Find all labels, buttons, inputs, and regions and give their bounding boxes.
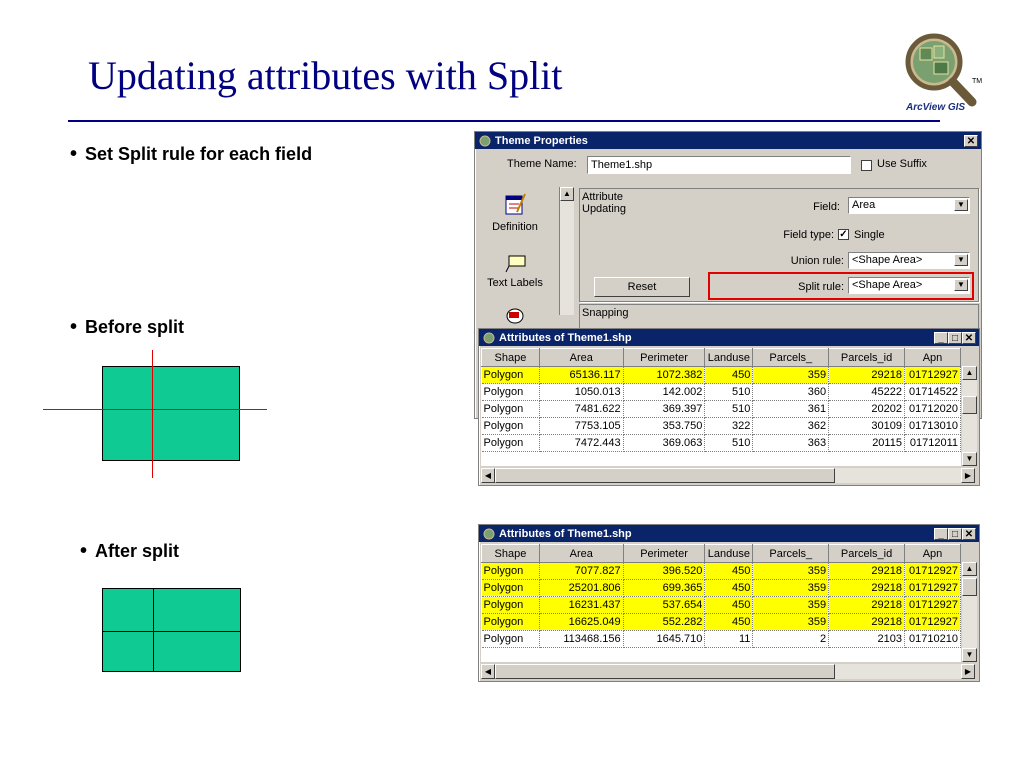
field-label: Field: (813, 201, 840, 213)
reset-button[interactable]: Reset (594, 277, 690, 297)
use-suffix-checkbox[interactable] (861, 160, 872, 171)
table-cell[interactable]: 353.750 (623, 418, 705, 435)
table-cell[interactable]: 01710210 (904, 631, 960, 648)
polygon-piece (102, 631, 154, 672)
bullet-text: After split (95, 541, 180, 561)
column-header[interactable]: Parcels_ (753, 545, 829, 563)
scroll-right-icon[interactable]: ▶ (961, 664, 975, 679)
table-cell[interactable]: 29218 (829, 597, 905, 614)
minimize-icon[interactable]: _ (934, 528, 948, 540)
column-header[interactable]: Landuse (705, 545, 753, 563)
table-cell[interactable]: 16231.437 (539, 597, 623, 614)
table-cell[interactable]: 16625.049 (539, 614, 623, 631)
scroll-thumb[interactable] (495, 468, 835, 483)
bullet-set-split-rule: • Set Split rule for each field (70, 143, 313, 165)
table-cell[interactable]: 01712927 (904, 563, 960, 580)
chevron-down-icon[interactable]: ▼ (954, 279, 968, 291)
table-cell[interactable]: 01712927 (904, 367, 960, 384)
table-cell[interactable]: 01712011 (904, 435, 960, 452)
maximize-icon[interactable]: □ (948, 332, 962, 344)
table-cell[interactable]: Polygon (482, 384, 540, 401)
bullet-text: Before split (85, 317, 185, 337)
table-cell[interactable]: 65136.117 (539, 367, 623, 384)
split-rule-value: <Shape Area> (852, 279, 923, 291)
field-select-value: Area (852, 199, 876, 211)
field-type-label: Field type: (783, 229, 834, 241)
column-header[interactable]: Parcels_id (829, 349, 905, 367)
table-cell[interactable]: 450 (705, 563, 753, 580)
polygons-after-split (102, 588, 240, 671)
attribute-table (481, 544, 961, 648)
close-icon[interactable]: ✕ (962, 332, 976, 344)
table-cell[interactable]: Polygon (482, 597, 540, 614)
scroll-up-icon[interactable]: ▲ (962, 366, 977, 380)
use-suffix-label: Use Suffix (877, 158, 927, 170)
sidebar-item-definition[interactable] (475, 192, 555, 242)
split-rule-select[interactable] (848, 277, 970, 294)
table-cell[interactable]: 510 (705, 401, 753, 418)
table-cell[interactable]: 1645.710 (623, 631, 705, 648)
table-cell[interactable]: 1050.013 (539, 384, 623, 401)
table-cell[interactable]: Polygon (482, 367, 540, 384)
window-title: Theme Properties (495, 134, 588, 147)
table-row[interactable] (482, 631, 961, 648)
bullet-before-split: • Before split (70, 316, 185, 338)
table-cell[interactable]: Polygon (482, 563, 540, 580)
table-cell[interactable]: 552.282 (623, 614, 705, 631)
scroll-right-icon[interactable]: ▶ (961, 468, 975, 483)
scroll-thumb[interactable] (962, 396, 977, 414)
table-cell[interactable]: 359 (753, 597, 829, 614)
table-row[interactable] (482, 597, 961, 614)
vertical-scrollbar[interactable] (962, 562, 977, 662)
window-title: Attributes of Theme1.shp (499, 331, 632, 344)
table-cell[interactable]: 7077.827 (539, 563, 623, 580)
scroll-down-icon[interactable]: ▼ (962, 452, 977, 466)
mailbox-icon (503, 306, 527, 326)
table-cell[interactable]: 537.654 (623, 597, 705, 614)
column-header[interactable]: Perimeter (623, 545, 705, 563)
table-cell[interactable]: 01712020 (904, 401, 960, 418)
column-header[interactable]: Parcels_ (753, 349, 829, 367)
table-cell[interactable]: 11 (705, 631, 753, 648)
table-cell[interactable]: 359 (753, 367, 829, 384)
logo-trademark: TM (972, 78, 983, 85)
table-row[interactable] (482, 401, 961, 418)
table-cell[interactable]: 450 (705, 614, 753, 631)
table-cell[interactable]: 396.520 (623, 563, 705, 580)
table-cell[interactable]: 369.063 (623, 435, 705, 452)
logo-text: ArcView GIS (906, 102, 966, 113)
table-cell[interactable]: 29218 (829, 614, 905, 631)
union-rule-value: <Shape Area> (852, 254, 923, 266)
scroll-thumb[interactable] (962, 578, 977, 596)
text-label-icon (503, 252, 527, 274)
sidebar-item-text-labels[interactable] (475, 252, 555, 302)
table-cell[interactable]: Polygon (482, 631, 540, 648)
table-cell[interactable]: 369.397 (623, 401, 705, 418)
minimize-icon[interactable]: _ (934, 332, 948, 344)
table-cell[interactable]: 29218 (829, 563, 905, 580)
theme-properties-titlebar[interactable] (475, 132, 981, 149)
table-cell[interactable]: 113468.156 (539, 631, 623, 648)
globe-icon (483, 332, 495, 344)
table-cell[interactable]: 25201.806 (539, 580, 623, 597)
table-cell[interactable]: 30109 (829, 418, 905, 435)
table-row[interactable] (482, 435, 961, 452)
polygon-before-split (102, 366, 240, 461)
table-row[interactable] (482, 580, 961, 597)
scroll-left-icon[interactable]: ◀ (481, 664, 495, 679)
scroll-left-icon[interactable]: ◀ (481, 468, 495, 483)
table-cell[interactable]: 322 (705, 418, 753, 435)
horizontal-scrollbar[interactable] (481, 468, 975, 483)
scroll-up-icon[interactable]: ▲ (560, 187, 574, 201)
column-header[interactable]: Shape (482, 349, 540, 367)
attribute-updating-panel (579, 188, 979, 302)
table-cell[interactable]: 7472.443 (539, 435, 623, 452)
snapping-label: Snapping (582, 307, 629, 319)
globe-icon (479, 135, 491, 147)
table-row[interactable] (482, 418, 961, 435)
table-cell[interactable]: 361 (753, 401, 829, 418)
table-cell[interactable]: Polygon (482, 614, 540, 631)
column-header[interactable]: Shape (482, 545, 540, 563)
attributes-window-before (478, 328, 980, 486)
table-cell[interactable]: 362 (753, 418, 829, 435)
sidebar-item-third[interactable] (503, 306, 527, 326)
table-cell[interactable]: 7481.622 (539, 401, 623, 418)
table-cell[interactable]: 01712927 (904, 597, 960, 614)
table-cell[interactable]: 360 (753, 384, 829, 401)
table-cell[interactable]: 359 (753, 614, 829, 631)
table-cell[interactable]: 450 (705, 597, 753, 614)
snapping-panel (579, 304, 979, 330)
column-header[interactable]: Apn (904, 545, 960, 563)
table-cell[interactable]: 363 (753, 435, 829, 452)
polygon-piece (153, 631, 241, 672)
polygon-piece (153, 588, 241, 632)
table-cell[interactable]: 450 (705, 367, 753, 384)
table-cell[interactable]: 20202 (829, 401, 905, 418)
table-cell[interactable]: 359 (753, 563, 829, 580)
bullet-after-split: • After split (80, 540, 180, 562)
category-scrollbar[interactable] (559, 187, 574, 315)
title-underline (68, 120, 940, 122)
chevron-down-icon[interactable]: ▼ (954, 254, 968, 266)
polygon-piece (102, 588, 154, 632)
table-cell[interactable]: 7753.105 (539, 418, 623, 435)
theme-name-field[interactable]: Theme1.shp (587, 156, 851, 174)
table-row[interactable] (482, 367, 961, 384)
table-cell[interactable]: 01712927 (904, 580, 960, 597)
sidebar-item-label: Definition (492, 221, 538, 233)
table-row[interactable] (482, 384, 961, 401)
definition-icon (503, 192, 527, 218)
column-header[interactable]: Perimeter (623, 349, 705, 367)
close-icon[interactable]: ✕ (964, 135, 978, 147)
union-rule-label: Union rule: (790, 255, 844, 267)
table-cell[interactable]: 510 (705, 435, 753, 452)
split-line-horizontal (43, 409, 267, 410)
table-cell[interactable]: 01714522 (904, 384, 960, 401)
column-header[interactable]: Area (539, 349, 623, 367)
table-cell[interactable]: 1072.382 (623, 367, 705, 384)
table-cell[interactable]: 142.002 (623, 384, 705, 401)
split-rule-label: Split rule: (798, 281, 844, 293)
table-cell[interactable]: Polygon (482, 401, 540, 418)
table-cell[interactable]: 359 (753, 580, 829, 597)
table-cell[interactable]: 450 (705, 580, 753, 597)
attribute-table-container (481, 348, 961, 466)
table-cell[interactable]: 01712927 (904, 614, 960, 631)
theme-name-label: Theme Name: (507, 158, 577, 170)
scroll-up-icon[interactable]: ▲ (962, 562, 977, 576)
table-row[interactable] (482, 563, 961, 580)
column-header[interactable]: Parcels_id (829, 545, 905, 563)
table-cell[interactable]: Polygon (482, 418, 540, 435)
globe-icon (483, 528, 495, 540)
slide-title: Updating attributes with Split (88, 53, 563, 98)
column-header[interactable]: Apn (904, 349, 960, 367)
column-header[interactable]: Landuse (705, 349, 753, 367)
table-cell[interactable]: 45222 (829, 384, 905, 401)
maximize-icon[interactable]: □ (948, 528, 962, 540)
attribute-table (481, 348, 961, 452)
chevron-down-icon[interactable]: ▼ (954, 199, 968, 211)
table-cell[interactable]: 2103 (829, 631, 905, 648)
field-select[interactable] (848, 197, 970, 214)
attributes-titlebar[interactable] (479, 525, 979, 542)
attributes-titlebar[interactable] (479, 329, 979, 346)
table-cell[interactable]: 01713010 (904, 418, 960, 435)
field-type-value: Single (854, 229, 885, 241)
bullet-text: Set Split rule for each field (85, 144, 313, 164)
table-cell[interactable]: 20115 (829, 435, 905, 452)
attribute-table-container (481, 544, 961, 662)
table-cell[interactable]: 510 (705, 384, 753, 401)
horizontal-scrollbar[interactable] (481, 664, 975, 679)
close-icon[interactable]: ✕ (962, 528, 976, 540)
table-row[interactable] (482, 614, 961, 631)
table-cell[interactable]: Polygon (482, 435, 540, 452)
split-line-vertical (152, 350, 153, 478)
union-rule-select[interactable] (848, 252, 970, 269)
table-cell[interactable]: 29218 (829, 367, 905, 384)
attributes-window-after (478, 524, 980, 682)
field-type-checkbox[interactable]: ✓ (839, 229, 848, 240)
window-title: Attributes of Theme1.shp (499, 527, 632, 540)
scroll-thumb[interactable] (495, 664, 835, 679)
section-label: Attribute Updating (582, 191, 627, 215)
column-header[interactable]: Area (539, 545, 623, 563)
vertical-scrollbar[interactable] (962, 366, 977, 466)
sidebar-item-label: Text Labels (487, 277, 543, 289)
table-cell[interactable]: Polygon (482, 580, 540, 597)
table-cell[interactable]: 699.365 (623, 580, 705, 597)
scroll-down-icon[interactable]: ▼ (962, 648, 977, 662)
table-cell[interactable]: 29218 (829, 580, 905, 597)
table-cell[interactable]: 2 (753, 631, 829, 648)
